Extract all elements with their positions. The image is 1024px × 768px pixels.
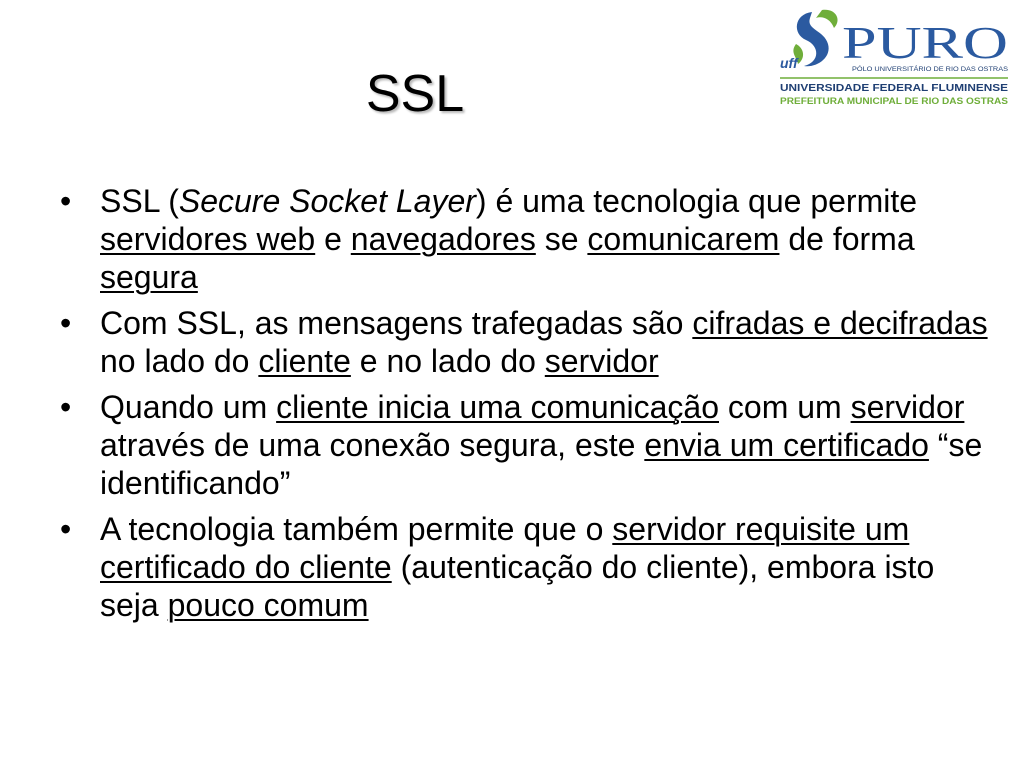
bullet-item-1 — [60, 182, 990, 296]
text-segment-underlined: envia um certificado — [644, 427, 929, 463]
text-segment-underlined: servidor — [850, 389, 965, 425]
text-segment: “se identificando” — [100, 427, 983, 501]
bullet-marker: • — [60, 183, 72, 219]
logo-swirl-green — [816, 10, 838, 28]
text-segment-underlined: servidor — [544, 343, 659, 379]
logo-uff-mark: uff — [780, 55, 798, 71]
text-segment: SSL ( — [100, 183, 179, 219]
text-segment: com um — [719, 389, 851, 425]
slide-title: SSL — [365, 65, 465, 123]
text-segment: através de uma conexão segura, este — [100, 427, 645, 463]
text-segment: de forma — [779, 221, 915, 257]
text-segment: e no lado do — [350, 343, 545, 379]
text-segment-underlined: cifradas e decifradas — [692, 305, 988, 341]
logo-wordmark: PURO — [842, 17, 1008, 68]
bullet-item-3 — [60, 388, 990, 502]
bullet-marker: • — [60, 389, 72, 425]
logo-line-2: PREFEITURA MUNICIPAL DE RIO DAS OSTRAS — [780, 96, 1008, 106]
text-segment-italic: Secure Socket Layer — [178, 183, 476, 219]
text-segment: no lado do — [100, 343, 259, 379]
text-segment-underlined: segura — [100, 259, 198, 295]
text-segment: A tecnologia também permite que o — [100, 511, 613, 547]
text-segment-underlined: cliente — [258, 343, 351, 379]
bullet-marker: • — [60, 305, 72, 341]
bullet-list — [60, 182, 990, 632]
text-segment-underlined: servidor requisite um certificado do cliente — [100, 511, 910, 585]
text-segment: (autenticação do cliente), embora isto seja — [100, 549, 935, 623]
text-segment-underlined: navegadores — [350, 221, 536, 257]
text-segment-underlined: cliente inicia uma comunicação — [276, 389, 719, 425]
text-segment-underlined: servidores web — [100, 221, 316, 257]
bullet-item-2 — [60, 304, 990, 380]
text-segment-underlined: comunicarem — [587, 221, 780, 257]
text-segment-underlined: pouco comum — [167, 587, 369, 623]
text-segment: se — [535, 221, 588, 257]
logo-line-1: UNIVERSIDADE FEDERAL FLUMINENSE — [780, 83, 1009, 94]
text-segment: Quando um — [100, 389, 277, 425]
text-segment: e — [315, 221, 351, 257]
puro-uff-logo — [776, 4, 1012, 112]
text-segment: Com SSL, as mensagens trafegadas são — [100, 305, 693, 341]
text-segment: ) é uma tecnologia que permite — [475, 183, 918, 219]
logo-subtitle: PÓLO UNIVERSITÁRIO DE RIO DAS OSTRAS — [852, 66, 991, 73]
bullet-item-4 — [60, 510, 990, 624]
bullet-marker: • — [60, 511, 72, 547]
